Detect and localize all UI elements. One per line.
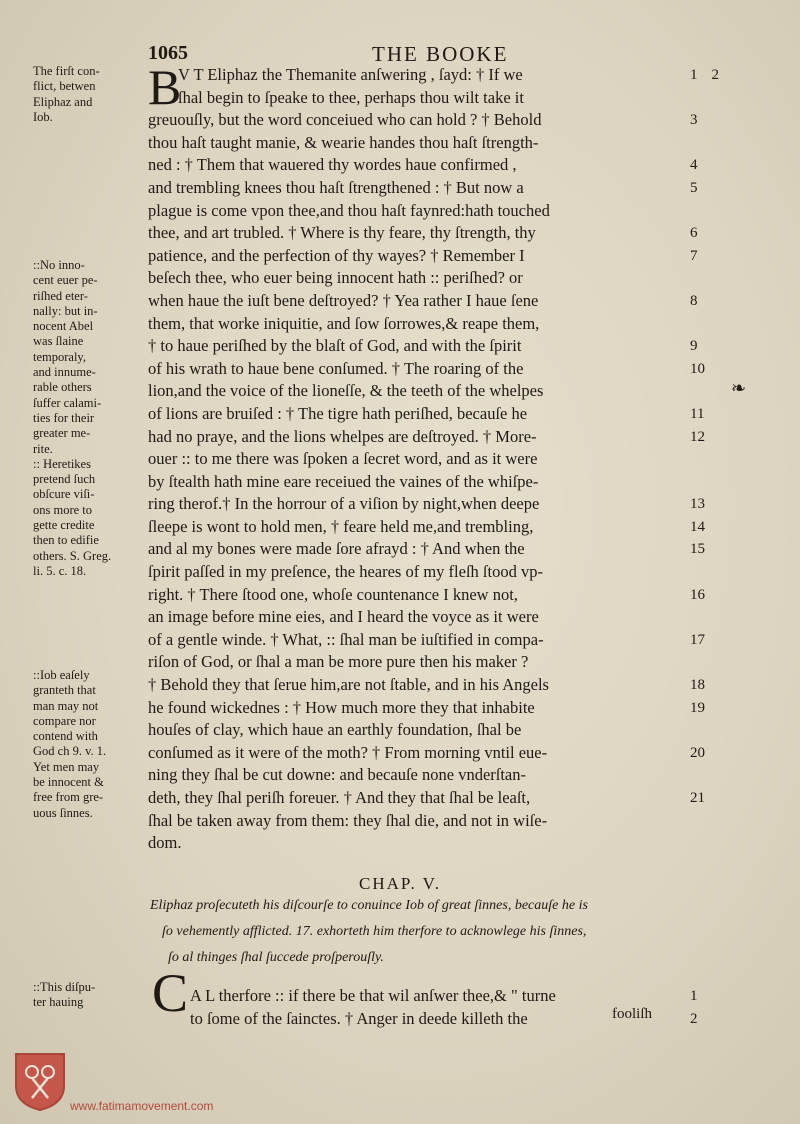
margin-note-text: ::No inno- cent euer pe- riſhed eter- nally: but in- nocent Abel was ſlaine temporaly, and innume- rable others ſuffer calami- ties for their greater me- rite. :: Heretikes pretend ſuch obſcure viſi- ons more to gette credite then to edifie others. S. Greg. li. 5. c. 18. <box>33 258 112 578</box>
text-line: thou haſt taught manie, & wearie handes thou haſt ſtrength- <box>148 132 539 152</box>
verse-number-row <box>690 538 750 561</box>
verse-number-row <box>690 832 750 855</box>
verse-number: 2 <box>690 1010 698 1027</box>
catchword: fooliſh <box>612 1006 652 1022</box>
chapter-summary <box>150 893 710 971</box>
text-line: ouer :: to me there was ſpoken a ſecret word, and as it were <box>148 449 538 469</box>
summary-line: ſo al thinges ſhal ſuccede proſperouſly. <box>168 950 384 965</box>
page-number: 1065 <box>148 42 188 64</box>
text-line: to ſome of the ſainctes. † Anger in deede killeth the <box>190 1008 528 1028</box>
verse-number: 5 <box>690 179 698 196</box>
text-line: ſhal begin to ſpeake to thee, perhaps thou wilt take it <box>178 87 524 107</box>
text-line: ſleepe is wont to hold men, † feare held me,and trembling, <box>148 516 534 536</box>
text-line: ning they ſhal be cut downe: and becauſe none vnderſtan- <box>148 765 526 785</box>
verse-number-row <box>690 471 750 494</box>
text-line: by ſtealth hath mine eare receiued the vaines of the whiſpe- <box>148 471 539 491</box>
text-line: lion,and the voice of the lioneſſe, & the teeth of the whelpes <box>148 381 544 401</box>
main-text-block <box>148 59 688 855</box>
verse-number-row <box>690 109 750 132</box>
verse-number-row <box>690 64 750 87</box>
text-line: an image before mine eies, and I heard the voyce as it were <box>148 607 539 627</box>
verse-number: 17 <box>690 631 705 648</box>
verse-number-row <box>690 313 750 336</box>
text-line: ſpirit paſſed in my preſence, the heares of my fleſh ſtood vp- <box>148 562 543 582</box>
margin-note-1 <box>33 64 145 125</box>
verse-number-row <box>690 222 750 245</box>
verse-number-row <box>690 267 750 290</box>
text-line: patience, and the perfection of thy wayes? † Remember I <box>148 245 525 265</box>
text-line: conſumed as it were of the moth? † From morning vntil eue- <box>148 742 548 762</box>
text-line: of his wrath to haue bene conſumed. † The roaring of the <box>148 358 524 378</box>
verse-number-row <box>690 742 750 765</box>
text-line: † to haue periſhed by the blaſt of God, and with the ſpirit <box>148 336 522 356</box>
text-line: when haue the iuſt bene deſtroyed? † Yea rather I haue ſene <box>148 290 539 310</box>
verse-number-row <box>690 719 750 742</box>
chapter-verse-numbers <box>690 985 750 1030</box>
verse-number-row <box>690 810 750 833</box>
papal-emblem-icon <box>12 1050 68 1112</box>
verse-number-row <box>690 200 750 223</box>
verse-number-row <box>690 335 750 358</box>
verse-number-row <box>690 87 750 110</box>
verse-number-row <box>690 358 750 381</box>
text-line: deth, they ſhal periſh foreuer. † And they that ſhal be leaſt, <box>148 788 531 807</box>
text-line: A L therfore :: if there be that wil anſwer thee,& " turne <box>190 986 556 1005</box>
verse-number: 1 <box>690 988 698 1004</box>
verse-number-row <box>690 177 750 200</box>
summary-line: Eliphaz proſecuteth his diſcourſe to conuince Iob of great ſinnes, becauſe he is <box>150 898 588 913</box>
verse-number: 10 <box>690 360 705 377</box>
margin-note-text: ::Iob eaſely granteth that man may not compare nor contend with God ch 9. v. 1. Yet men may be innocent & free from gre- uous ſinnes. <box>33 668 107 820</box>
verse-number-row <box>690 403 750 426</box>
verse-number-row <box>690 674 750 697</box>
text-line: of lions are bruiſed : † The tigre hath periſhed, becauſe he <box>148 403 528 423</box>
margin-note-2 <box>33 258 145 579</box>
margin-note-4 <box>33 980 145 1011</box>
verse-number-row <box>690 697 750 720</box>
text-line: houſes of clay, which haue an earthly foundation, ſhal be <box>148 720 522 740</box>
verse-number-column <box>690 64 750 855</box>
verse-number: 15 <box>690 541 705 558</box>
text-line: ned : † Them that wauered thy wordes haue confirmed , <box>148 155 517 175</box>
verse-number: 13 <box>690 496 705 513</box>
verse-number-row <box>690 426 750 449</box>
dropcap-b: B <box>148 59 182 115</box>
verse-number-row <box>690 448 750 471</box>
verse-number-row <box>690 290 750 313</box>
verse-number-row <box>690 245 750 268</box>
text-line: beſech thee, who euer being innocent hath :: periſhed? or <box>148 268 523 288</box>
margin-note-3 <box>33 668 145 821</box>
verse-number: 7 <box>690 247 698 264</box>
text-line: dom. <box>148 833 182 853</box>
verse-number: 3 <box>690 112 698 129</box>
verse-number: 12 <box>690 428 705 445</box>
margin-note-text: ::This diſpu- ter hauing <box>33 980 96 1010</box>
text-line: them, that worke iniquitie, and ſow ſorrowes,& reape them, <box>148 313 540 333</box>
verse-number-row <box>690 629 750 652</box>
margin-note-text: The firſt con- flict, betwen Eliphaz and Iob. <box>33 64 100 124</box>
verse-number: 21 <box>690 790 705 806</box>
text-line: riſon of God, or ſhal a man be more pure then his maker ? <box>148 652 529 672</box>
verse-number: 16 <box>690 586 705 603</box>
verse-number-row <box>690 154 750 177</box>
text-line: † Behold they that ſerue him,are not ſtable, and in his Angels <box>148 675 549 695</box>
verse-number: 18 <box>690 677 705 694</box>
text-line: V T Eliphaz the Themanite anſwering , ſayd: † If we <box>178 65 523 84</box>
text-line: thee, and art trubled. † Where is thy feare, thy ſtrength, thy <box>148 223 536 243</box>
margin-mark-icon: ❧ <box>731 378 747 398</box>
verse-number: 11 <box>690 405 705 422</box>
verse-number-row <box>690 132 750 155</box>
verse-number: 14 <box>690 518 705 535</box>
verse-number: 4 <box>690 157 698 174</box>
verse-number: 9 <box>690 338 698 355</box>
text-line: and trembling knees thou haſt ſtrengthened : † But now a <box>148 177 524 197</box>
verse-number-row <box>690 561 750 584</box>
text-line: had no praye, and the lions whelpes are deſtroyed. † More- <box>148 426 537 446</box>
verse-number-row <box>690 516 750 539</box>
chapter-heading: CHAP. V. <box>359 874 441 893</box>
verse-number-row <box>690 584 750 607</box>
text-line: ring therof.† In the horrour of a viſion by night,when deepe <box>148 494 540 514</box>
text-line: plague is come vpon thee,and thou haſt faynred:hath touched <box>148 200 550 220</box>
text-line: right. † There ſtood one, whoſe countenance I knew not, <box>148 584 518 604</box>
dropcap-c: C <box>152 963 189 1023</box>
text-line: and al my bones were made ſore afrayd : † And when the <box>148 539 525 559</box>
verse-number: 20 <box>690 744 705 761</box>
text-line: he found wickednes : † How much more they that inhabite <box>148 697 535 717</box>
verse-number: 1 <box>690 67 698 83</box>
verse-number-row <box>690 787 750 810</box>
verse-number-row <box>690 651 750 674</box>
running-title: THE BOOKE <box>372 42 509 66</box>
text-line: greuouſly, but the word conceiued who can hold ? † Behold <box>148 110 542 130</box>
verse-number: 2 <box>711 67 719 83</box>
verse-number: 8 <box>690 292 698 309</box>
summary-line: ſo vehemently afflicted. 17. exhorteth him therfore to acknowlege his ſinnes, <box>162 924 587 939</box>
verse-number-row <box>690 493 750 516</box>
verse-number: 6 <box>690 225 698 242</box>
text-line: of a gentle winde. † What, :: ſhal man be iuſtified in compa- <box>148 629 544 649</box>
watermark: www.fatimamovement.com <box>70 1099 214 1113</box>
verse-number: 19 <box>690 699 705 716</box>
verse-number-row <box>690 606 750 629</box>
verse-number-row <box>690 764 750 787</box>
text-line: ſhal be taken away from them: they ſhal die, and not in wiſe- <box>148 810 548 830</box>
